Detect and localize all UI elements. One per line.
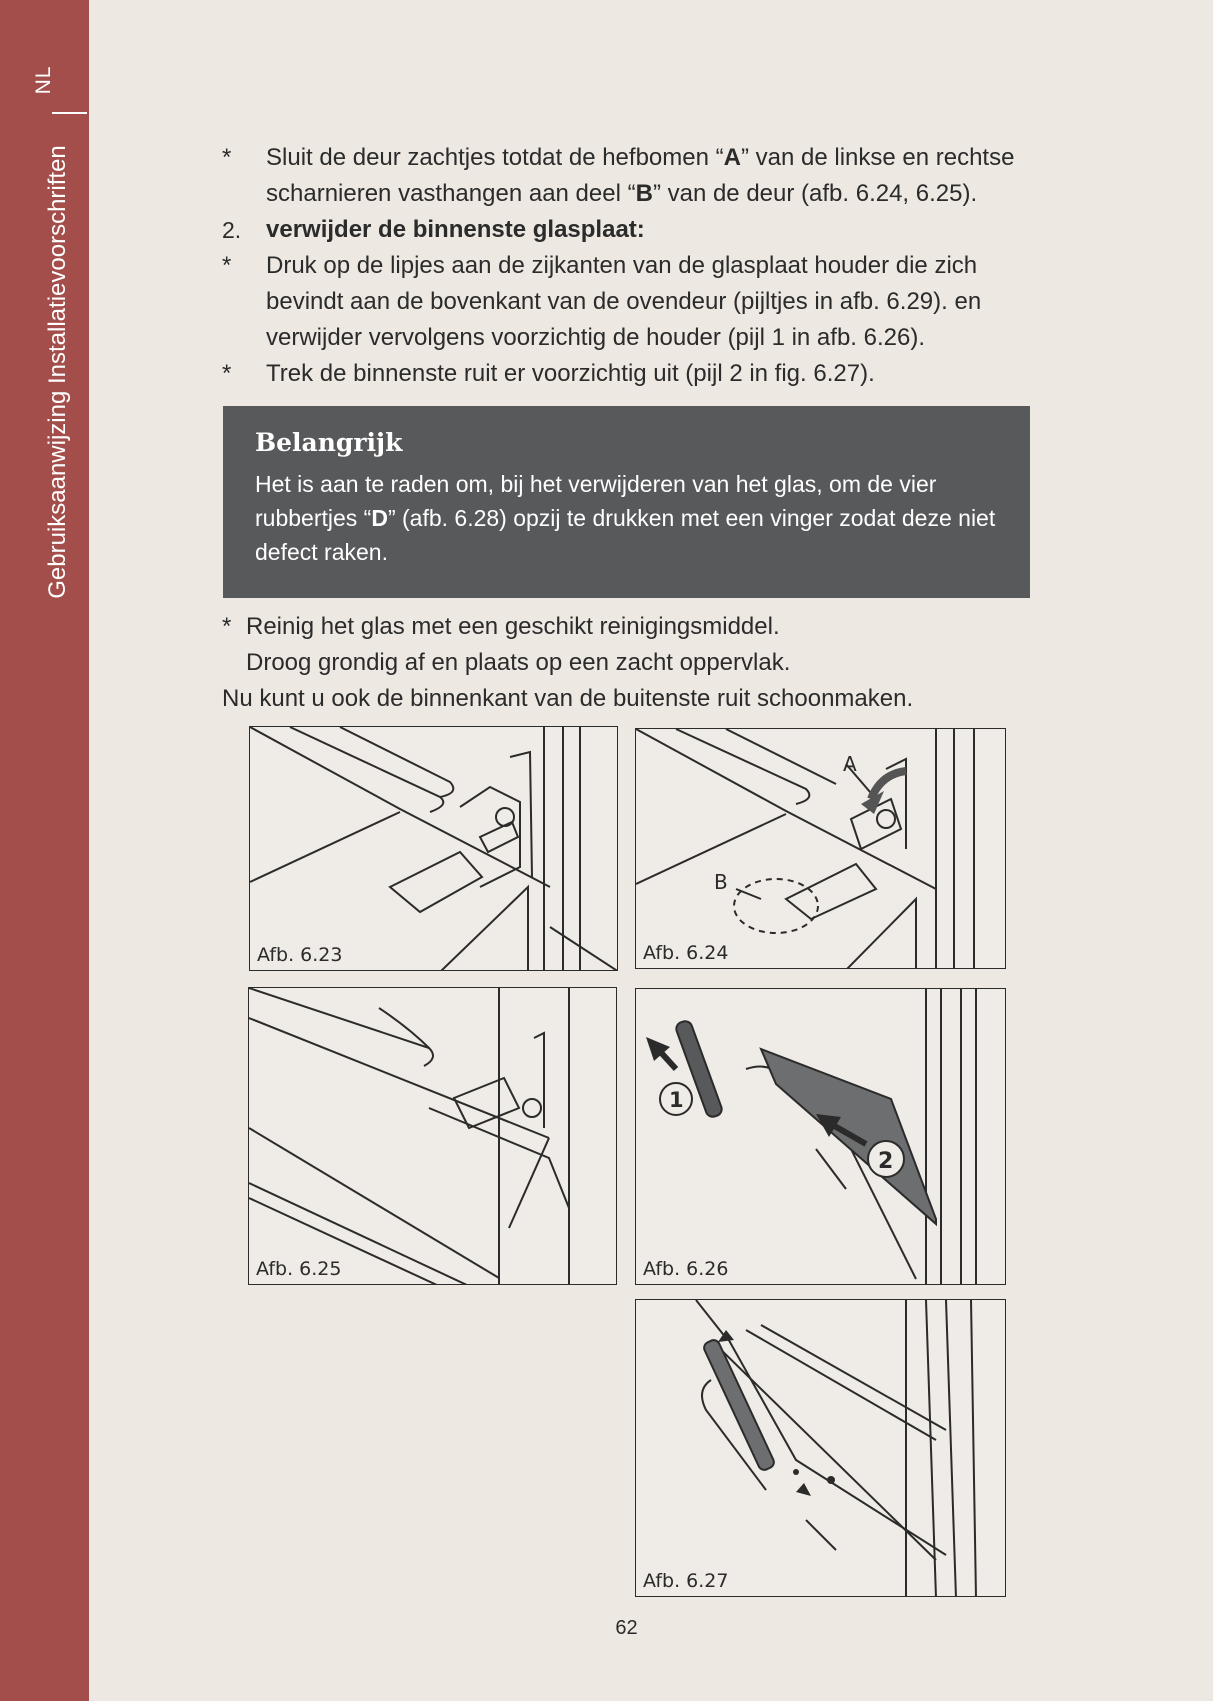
step-heading: verwijder de binnenste glasplaat:: [266, 216, 645, 243]
figure-caption: Afb. 6.23: [257, 944, 343, 966]
figure-6-25: [248, 987, 617, 1285]
sidebar-title: Gebruiksaanwijzing Installatievoorschriften: [44, 145, 71, 599]
figure-6-27: [635, 1299, 1006, 1597]
page-number: 62: [615, 1617, 638, 1639]
figure-6-24: [635, 728, 1006, 969]
instruction-step-2: [222, 212, 1042, 248]
sidebar: [0, 0, 89, 1701]
figure-caption: Afb. 6.27: [643, 1570, 729, 1592]
cleaning-line-2: Droog grondig af en plaats op een zacht oppervlak.: [246, 649, 791, 676]
cleaning-line-3: Nu kunt u ook de binnenkant van de buitenste ruit schoonmaken.: [222, 685, 914, 712]
instruction-item-3: * Druk op de lipjes aan de zijkanten van de glasplaat houder die zich bevindt aan de bovenkant van de ovendeur (pijltjes in afb. 6.29). en verwijder vervolgens voorzichtig de houder (pijl 1 in afb. 6.26).: [222, 248, 1042, 356]
step-number: 2.: [222, 217, 242, 243]
figure-6-26: [635, 988, 1006, 1285]
note-title: Belangrijk: [255, 428, 403, 457]
bullet-mark: *: [222, 613, 232, 640]
bullet-mark: *: [222, 252, 232, 279]
glass-removal-illustration: [636, 989, 1006, 1285]
instruction-item-4: * Trek de binnenste ruit er voorzichtig uit (pijl 2 in fig. 6.27).: [222, 356, 1042, 392]
hinge-detail-illustration: [636, 729, 1006, 969]
note-body: Het is aan te raden om, bij het verwijderen van het glas, om de vier rubbertjes “D” (afb. 6.28) opzij te drukken met een vinger zodat deze niet defect raken.: [255, 471, 996, 565]
instruction-item-1: * Sluit de deur zachtjes totdat de hefbomen “A” van de linkse en rechtse scharnieren vasthangen aan deel “B” van de deur (afb. 6.24, 6.25).: [222, 140, 1042, 212]
bullet-mark: *: [222, 360, 232, 387]
cleaning-instructions: [222, 609, 1042, 717]
instructions: [222, 140, 1042, 392]
figure-caption: Afb. 6.26: [643, 1258, 729, 1280]
hinge-illustration: [250, 727, 618, 971]
sidebar-divider: [52, 112, 87, 114]
label-a: A: [843, 752, 857, 776]
language-label: NL: [32, 65, 55, 95]
label-b: B: [714, 870, 728, 894]
figure-caption: Afb. 6.25: [256, 1258, 342, 1280]
step-number-1: 1: [669, 1088, 684, 1112]
glass-holder-illustration: [636, 1300, 1006, 1597]
door-hinge-illustration: [249, 988, 617, 1285]
step-number-2: 2: [878, 1149, 894, 1174]
figure-6-23: [249, 726, 618, 971]
bullet-mark: *: [222, 144, 232, 171]
figure-caption: Afb. 6.24: [643, 942, 729, 964]
cleaning-line-1: * Reinig het glas met een geschikt reinigingsmiddel.: [222, 609, 1042, 645]
important-note: [223, 406, 1030, 598]
